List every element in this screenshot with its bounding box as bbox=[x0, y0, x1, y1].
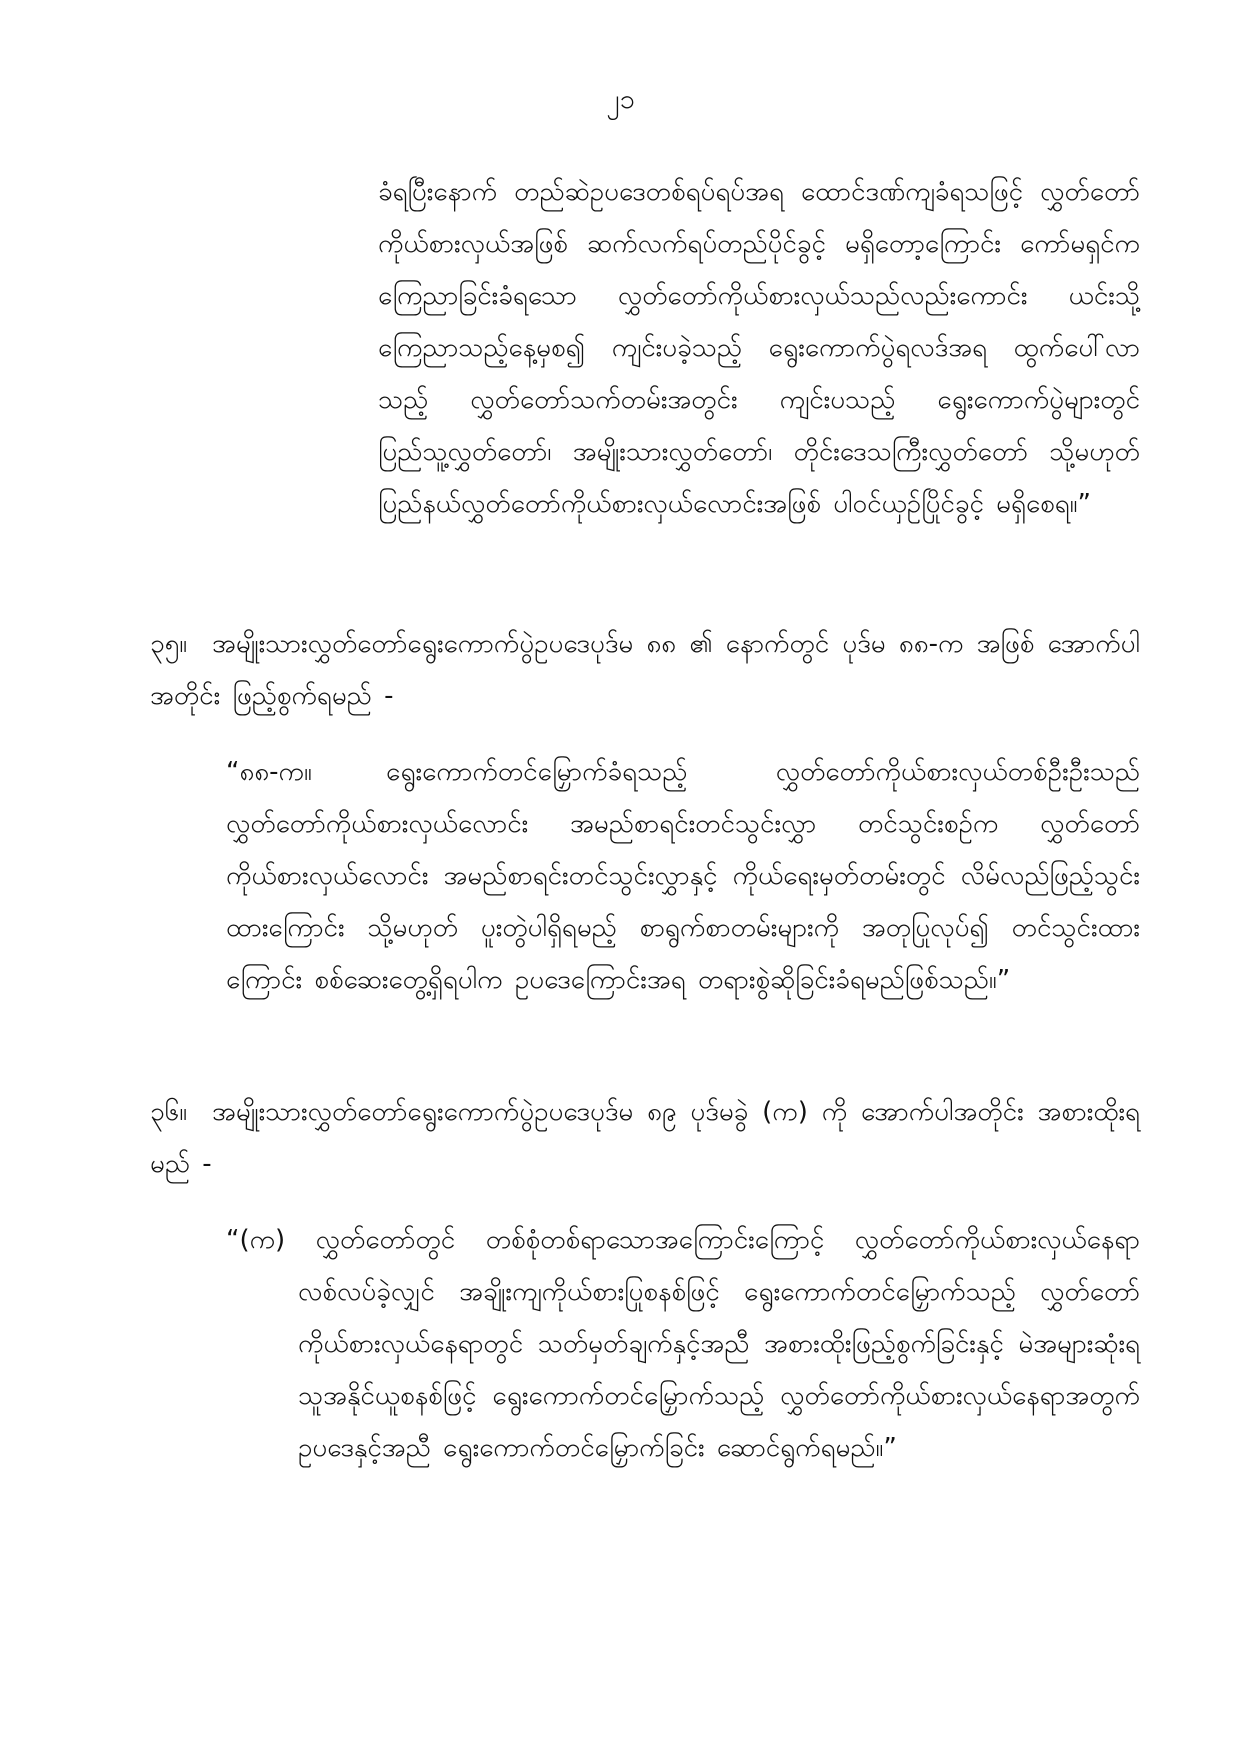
page-number: ၂၁ bbox=[606, 84, 635, 115]
section-35-text: အမျိုးသားလွှတ်တော်ရွေးကောက်ပွဲဥပဒေပုဒ်မ ၈၈ ၏ နောက်တွင် ပုဒ်မ ၈၈-က အဖြစ် အောက်ပါအတိုင်း ဖြည့်စွက်ရမည် - bbox=[150, 629, 1140, 711]
section-88a-text: ရွေးကောက်တင်မြှောက်ခံရသည့် လွှတ်တော်ကိုယ်စားလှယ်တစ်ဦးဦးသည် လွှတ်တော်ကိုယ်စားလှယ်လောင်း အမည်စာရင်းတင်သွင်းလွှာ တင်သွင်းစဉ်က လွှတ်တော်ကိုယ်စားလှယ်လောင်း အမည်စာရင်းတင်သွင်းလွှာနှင့် ကိုယ်ရေးမှတ်တမ်းတွင် လိမ်လည်ဖြည့်သွင်းထားကြောင်း သို့မဟုတ် ပူးတွဲပါရှိရမည့် စာရွက်စာတမ်းများကို အတုပြုလုပ်၍ တင်သွင်းထားကြောင်း စစ်ဆေးတွေ့ရှိရပါက ဥပဒေကြောင်းအရ တရားစွဲဆိုခြင်းခံရမည်ဖြစ်သည်။” bbox=[226, 757, 1140, 995]
section-35-paragraph bbox=[150, 618, 1140, 722]
section-35-number: ၃၅။ bbox=[150, 629, 188, 659]
section-36-text: အမျိုးသားလွှတ်တော်ရွေးကောက်ပွဲဥပဒေပုဒ်မ ၈၉ ပုဒ်မခွဲ (က) ကို အောက်ပါအတိုင်း အစားထိုးရမည် - bbox=[150, 1097, 1140, 1179]
section-88a-insertion bbox=[226, 746, 1140, 1006]
section-88a-label: “၈၈-က။ bbox=[226, 757, 312, 787]
continued-clause-text: ခံရပြီးနောက် တည်ဆဲဥပဒေတစ်ရပ်ရပ်အရ ထောင်ဒဏ်ကျခံရသဖြင့် လွှတ်တော်ကိုယ်စားလှယ်အဖြစ် ဆက်လက်ရပ်တည်ပိုင်ခွင့် မရှိတော့ကြောင်း ကော်မရှင်က ကြေညာခြင်းခံရသော လွှတ်တော်ကိုယ်စားလှယ်သည်လည်းကောင်း ယင်းသို့ကြေညာသည့်နေ့မှစ၍ ကျင်းပခဲ့သည့် ရွေးကောက်ပွဲရလဒ်အရ ထွက်ပေါ်လာသည့် လွှတ်တော်သက်တမ်းအတွင်း ကျင်းပသည့် ရွေးကောက်ပွဲများတွင် ပြည်သူ့လွှတ်တော်၊ အမျိုးသားလွှတ်တော်၊ တိုင်းဒေသကြီးလွှတ်တော် သို့မဟုတ် ပြည်နယ်လွှတ်တော်ကိုယ်စားလှယ်လောင်းအဖြစ် ပါဝင်ယှဉ်ပြိုင်ခွင့် မရှိစေရ။” bbox=[378, 177, 1140, 519]
section-36-paragraph bbox=[150, 1086, 1140, 1190]
section-36-number: ၃၆။ bbox=[150, 1097, 188, 1127]
subsection-a-replacement: “(က) လွှတ်တော်တွင် တစ်စုံတစ်ရာသောအကြောင်းကြောင့် လွှတ်တော်ကိုယ်စားလှယ်နေရာ လစ်လပ်ခဲ့လျှင် အချိုးကျကိုယ်စားပြုစနစ်ဖြင့် ရွေးကောက်တင်မြှောက်သည့် လွှတ်တော်ကိုယ်စားလှယ်နေရာတွင် သတ်မှတ်ချက်နှင့်အညီ အစားထိုးဖြည့်စွက်ခြင်းနှင့် မဲအများဆုံးရသူအနိုင်ယူစနစ်ဖြင့် ရွေးကောက်တင်မြှောက်သည့် လွှတ်တော်ကိုယ်စားလှယ်နေရာအတွက် ဥပဒေနှင့်အညီ ရွေးကောက်တင်မြှောက်ခြင်း ဆောင်ရွက်ရမည်။” bbox=[226, 1225, 1140, 1463]
